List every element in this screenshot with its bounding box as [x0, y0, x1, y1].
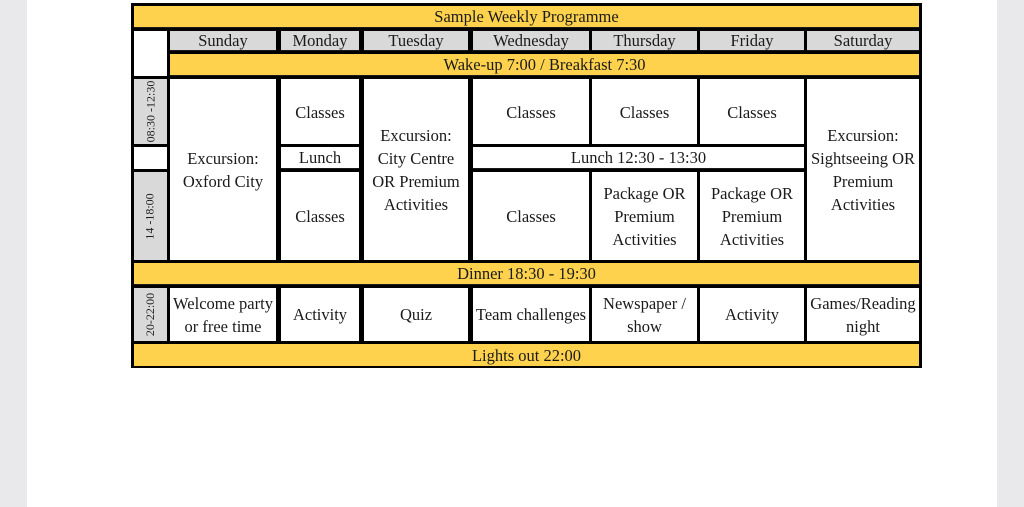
day-label: Friday	[730, 31, 774, 50]
corner-cell	[134, 31, 167, 76]
sunday-excursion: Excursion: Oxford City	[170, 79, 276, 260]
lunch-label: Lunch	[298, 147, 342, 167]
table-title	[134, 6, 919, 28]
tuesday-excursion: Excursion: City Centre OR Premium Activities	[364, 79, 468, 260]
lunch-span-text: Lunch 12:30 - 13:30	[570, 147, 707, 167]
evening-thursday: Newspaper / show	[592, 288, 697, 341]
day-header-tuesday	[364, 31, 468, 51]
day-header-wednesday	[473, 31, 589, 51]
day-label: Saturday	[833, 31, 893, 50]
evening-saturday: Games/Reading night	[807, 288, 919, 341]
thursday-afternoon-package: Package OR Premium Activities	[592, 172, 697, 260]
table-title-text: Sample Weekly Programme	[434, 6, 619, 26]
day-label: Tuesday	[388, 31, 444, 50]
monday-lunch	[281, 147, 359, 169]
dinner-text: Dinner 18:30 - 19:30	[457, 263, 596, 283]
breakfast-row	[170, 54, 919, 76]
evening-tuesday: Quiz	[364, 288, 468, 341]
day-header-thursday	[592, 31, 697, 51]
breakfast-text: Wake-up 7:00 / Breakfast 7:30	[443, 54, 646, 74]
wednesday-afternoon-classes: Classes	[473, 172, 589, 260]
friday-morning-classes: Classes	[700, 79, 804, 144]
friday-afternoon-package: Package OR Premium Activities	[700, 172, 804, 260]
lights-out-row	[134, 344, 919, 366]
weekly-programme-table	[131, 3, 922, 368]
day-header-friday	[700, 31, 804, 51]
day-header-sunday	[170, 31, 276, 51]
lights-out-text: Lights out 22:00	[471, 345, 582, 365]
time-slot-lunch-blank	[134, 147, 167, 169]
wednesday-morning-classes: Classes	[473, 79, 589, 144]
monday-morning-classes: Classes	[281, 79, 359, 144]
monday-afternoon-classes: Classes	[281, 172, 359, 260]
time-slot-morning	[134, 79, 167, 144]
day-label: Thursday	[613, 31, 676, 50]
lunch-span-row	[473, 147, 804, 169]
day-header-saturday	[807, 31, 919, 51]
evening-monday: Activity	[281, 288, 359, 341]
day-header-monday	[281, 31, 359, 51]
evening-sunday: Welcome party or free time	[170, 288, 276, 341]
time-slot-label: 20-22:00	[143, 292, 157, 337]
day-label: Monday	[292, 31, 348, 50]
time-slot-afternoon	[134, 172, 167, 260]
time-slot-label: 14 -18:00	[143, 192, 157, 240]
saturday-excursion: Excursion: Sightseeing OR Premium Activities	[807, 79, 919, 260]
day-label: Sunday	[198, 31, 248, 50]
time-slot-label: 08:30 -12:30	[143, 80, 158, 143]
day-label: Wednesday	[493, 31, 569, 50]
dinner-row	[134, 263, 919, 285]
evening-friday: Activity	[700, 288, 804, 341]
evening-wednesday: Team challenges	[473, 288, 589, 341]
document-page	[27, 0, 997, 507]
thursday-morning-classes: Classes	[592, 79, 697, 144]
time-slot-evening	[134, 288, 167, 341]
